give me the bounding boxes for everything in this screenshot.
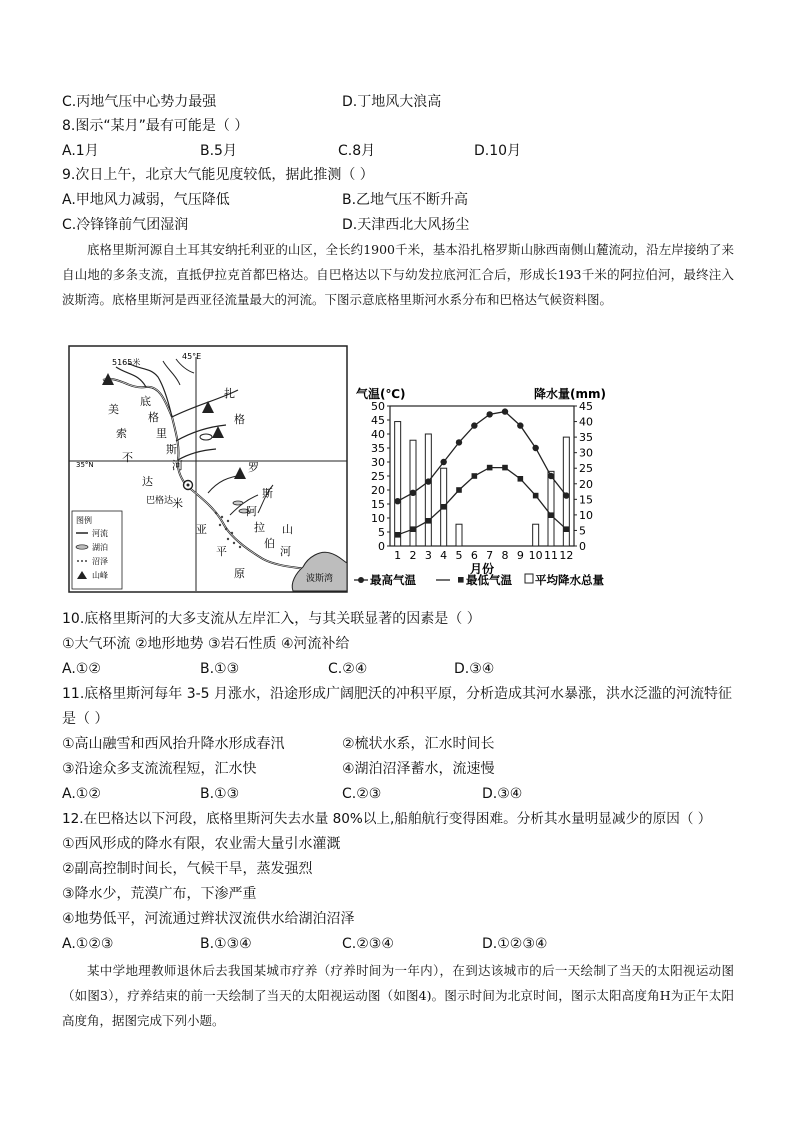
left-axis-label: 气温(℃) [356, 387, 406, 401]
right-tick-label: 20 [579, 477, 593, 491]
legend-peak: 山峰 [92, 571, 108, 580]
max-temp-point [440, 459, 446, 465]
q12-item-2: ②副高控制时间长，气候干旱，蒸发强烈 [62, 861, 313, 877]
gulf-label: 波斯湾 [306, 574, 334, 584]
left-tick-label: 5 [378, 526, 385, 539]
longitude-label: 45°E [182, 352, 202, 361]
river-char: 格 [148, 411, 159, 424]
legend-bar-marker [525, 574, 533, 583]
q9-stem: 9.次日上午，北京大气能见度较低，据此推测（ ） [62, 167, 374, 183]
x-tick-label: 7 [486, 549, 494, 562]
q8-option-d: D.10月 [474, 143, 522, 159]
q11-option-c: C.②③ [342, 786, 382, 802]
x-tick-label: 12 [559, 549, 574, 562]
precipitation-bar [548, 471, 554, 546]
q12-option-b: B.①③④ [200, 936, 252, 952]
passage-tigris [62, 237, 734, 312]
q10-option-c: C.②④ [328, 661, 368, 677]
city-label: 巴格达 [146, 496, 174, 506]
q11-item-1: ①高山融雪和西风抬升降水形成春汛 [62, 736, 285, 752]
right-tick-label: 35 [579, 431, 593, 445]
left-tick-label: 30 [371, 456, 385, 469]
precipitation-bar [425, 434, 431, 546]
river-char: 斯 [166, 443, 177, 456]
river-char: 底 [140, 395, 151, 408]
min-temp-point [564, 526, 570, 532]
legend-lake: 湖泊 [92, 543, 108, 552]
right-tick-label: 10 [579, 508, 593, 522]
mountain-char: 罗 [248, 461, 259, 474]
right-tick-label: 45 [579, 400, 593, 413]
left-tick-label: 35 [371, 442, 385, 455]
mountain-char: 格 [234, 413, 245, 426]
min-temp-point [395, 532, 401, 538]
left-tick-label: 0 [378, 540, 385, 553]
min-temp-point [410, 526, 416, 532]
left-tick-label: 25 [371, 470, 385, 483]
left-tick-label: 40 [371, 428, 385, 441]
q12-option-a: A.①②③ [62, 936, 114, 952]
q11-option-d: D.③④ [482, 786, 523, 802]
left-tick-label: 10 [371, 512, 385, 525]
min-temp-point [487, 465, 493, 471]
x-axis-label: 月份 [469, 562, 495, 576]
q12-stem: 12.在巴格达以下河段，底格里斯河失去水量 80%以上,船舶航行变得困难。分析其水量明显减少的原因（ ） [62, 811, 712, 827]
mountain-char: 山 [282, 523, 293, 536]
passage-tigris-text: 底格里斯河源自土耳其安纳托利亚的山区，全长约1900千米，基本沿扎格罗斯山脉西南侧山麓流动，沿左岸接纳了来自山地的多条支流，直抵伊拉克首都巴格达。自巴格达以下与幼发拉底河汇合后，形成长193千米的阿拉伯河，最终注入波斯湾。底格里斯河是西亚径流量最大的河流。下图示意底格里斯河水系分布和巴格达气候资料图。 [62, 242, 734, 307]
q7-option-c: C.丙地气压中心势力最强 [62, 94, 217, 110]
precipitation-bar [395, 422, 401, 546]
plain-char: 美 [108, 403, 119, 416]
legend-marsh: 沼泽 [92, 557, 108, 566]
river-char: 河 [172, 459, 183, 472]
arab-river-char: 拉 [254, 521, 265, 534]
q11-item-2: ②梳状水系，汇水时间长 [342, 736, 495, 752]
mountain-char: 斯 [262, 487, 273, 500]
q11-option-b: B.①③ [200, 786, 240, 802]
max-temp-point [532, 445, 538, 451]
x-tick-label: 1 [394, 549, 402, 562]
min-temp-point [533, 493, 539, 499]
right-tick-label: 15 [579, 493, 593, 507]
plain-char: 原 [234, 567, 245, 580]
legend-min-marker [458, 577, 464, 583]
legend-title: 图例 [76, 516, 92, 525]
left-tick-label: 20 [371, 484, 385, 497]
q12-item-3: ③降水少，荒漠广布，下渗严重 [62, 886, 257, 902]
q12-item-1: ①西风形成的降水有限，农业需大量引水灌溉 [62, 836, 341, 852]
arab-river-char: 阿 [246, 505, 257, 518]
q9-option-c: C.冷锋锋前气团湿润 [62, 217, 189, 233]
q11-item-4: ④湖泊沼泽蓄水，流速慢 [342, 761, 495, 777]
q11-stem-line2: 是（ ） [62, 711, 109, 727]
plain-char: 米 [172, 497, 183, 510]
min-temp-point [441, 504, 447, 510]
latitude-label: 35°N [76, 461, 94, 469]
q10-stem: 10.底格里斯河的大多支流从左岸汇入，与其关联显著的因素是（ ） [62, 611, 481, 627]
river-char: 里 [156, 427, 167, 440]
min-temp-point [502, 465, 508, 471]
left-tick-label: 45 [371, 414, 385, 427]
baghdad-climate-chart [352, 382, 622, 594]
legend-max-label: 最高气温 [370, 573, 416, 587]
max-temp-point [471, 422, 477, 428]
q11-stem-line1: 11.底格里斯河每年 3-5 月涨水，沿途形成广阔肥沃的冲积平原，分析造成其河水暴涨，洪水泛滥的河流特征 [62, 686, 733, 702]
legend-bar-label: 平均降水总量 [535, 573, 604, 587]
q10-option-a: A.①② [62, 661, 101, 677]
right-tick-label: 0 [579, 540, 586, 553]
max-temp-point [410, 490, 416, 496]
right-tick-label: 30 [579, 446, 593, 460]
q9-option-b: B.乙地气压不断升高 [342, 192, 469, 208]
q8-option-c: C.8月 [338, 143, 376, 159]
x-tick-label: 8 [501, 549, 509, 562]
right-axis-label: 降水量(mm) [534, 387, 606, 401]
max-temp-point [456, 439, 462, 445]
right-tick-label: 5 [579, 524, 586, 538]
plot-frame [390, 406, 574, 546]
max-temp-point [563, 492, 569, 498]
q11-item-3: ③沿途众多支流流程短，汇水快 [62, 761, 257, 777]
q11-option-a: A.①② [62, 786, 101, 802]
plain-char: 达 [142, 475, 153, 488]
min-temp-point [472, 473, 478, 479]
legend-max-marker [358, 577, 364, 583]
plain-char: 索 [116, 427, 127, 440]
max-temp-point [425, 478, 431, 484]
min-temp-point [518, 476, 524, 482]
max-temp-point [502, 408, 508, 414]
right-tick-label: 40 [579, 415, 593, 429]
x-tick-label: 6 [470, 549, 478, 562]
x-tick-label: 4 [440, 549, 448, 562]
legend-river: 河流 [92, 529, 108, 538]
q12-option-c: C.②③④ [342, 936, 394, 952]
passage-sun-path [62, 958, 734, 1033]
arab-river-char: 河 [280, 545, 291, 558]
q10-option-b: B.①③ [200, 661, 240, 677]
max-temp-point [517, 422, 523, 428]
left-tick-label: 50 [371, 400, 385, 413]
x-tick-label: 5 [455, 549, 463, 562]
x-tick-label: 3 [424, 549, 432, 562]
max-temp-point [548, 473, 554, 479]
q12-option-d: D.①②③④ [482, 936, 548, 952]
precipitation-bar [456, 524, 462, 546]
q10-option-d: D.③④ [454, 661, 495, 677]
precipitation-bar [533, 524, 539, 546]
min-temp-point [456, 487, 462, 493]
q12-item-4: ④地势低平，河流通过辫状汊流供水给湖泊沼泽 [62, 911, 355, 927]
min-temp-point [548, 512, 554, 518]
mountain-char: 扎 [224, 387, 235, 400]
max-temp-point [394, 498, 400, 504]
q8-option-b: B.5月 [200, 143, 237, 159]
right-tick-label: 25 [579, 462, 593, 476]
min-temp-point [426, 518, 432, 524]
x-tick-label: 9 [516, 549, 524, 562]
arab-river-char: 伯 [264, 537, 275, 550]
q9-option-a: A.甲地风力减弱，气压降低 [62, 192, 230, 208]
plain-char: 亚 [196, 523, 207, 536]
left-tick-label: 15 [371, 498, 385, 511]
max-temp-point [486, 411, 492, 417]
q8-option-a: A.1月 [62, 143, 99, 159]
x-tick-label: 2 [409, 549, 417, 562]
peak-label: 5165米 [112, 358, 141, 367]
tigris-map [68, 345, 348, 593]
passage-sun-path-text: 某中学地理教师退休后去我国某城市疗养（疗养时间为一年内），在到达该城市的后一天绘制了当天的太阳视运动图（如图3），疗养结束的前一天绘制了当天的太阳视运动图（如图4)。图示时间为北京时间，图示太阳高度角H为正午太阳高度角，据图完成下列小题。 [62, 963, 734, 1028]
plain-char: 不 [122, 451, 133, 464]
x-tick-label: 10 [528, 549, 543, 562]
plain-char: 平 [216, 545, 227, 558]
legend-min-label: 最低气温 [466, 573, 512, 587]
q8-stem: 8.图示“某月”最有可能是（ ） [62, 118, 249, 134]
q9-option-d: D.天津西北大风扬尘 [342, 217, 470, 233]
q10-items: ①大气环流 ②地形地势 ③岩石性质 ④河流补给 [62, 636, 350, 652]
x-tick-label: 11 [544, 549, 558, 562]
q7-option-d: D.丁地风大浪高 [342, 94, 442, 110]
